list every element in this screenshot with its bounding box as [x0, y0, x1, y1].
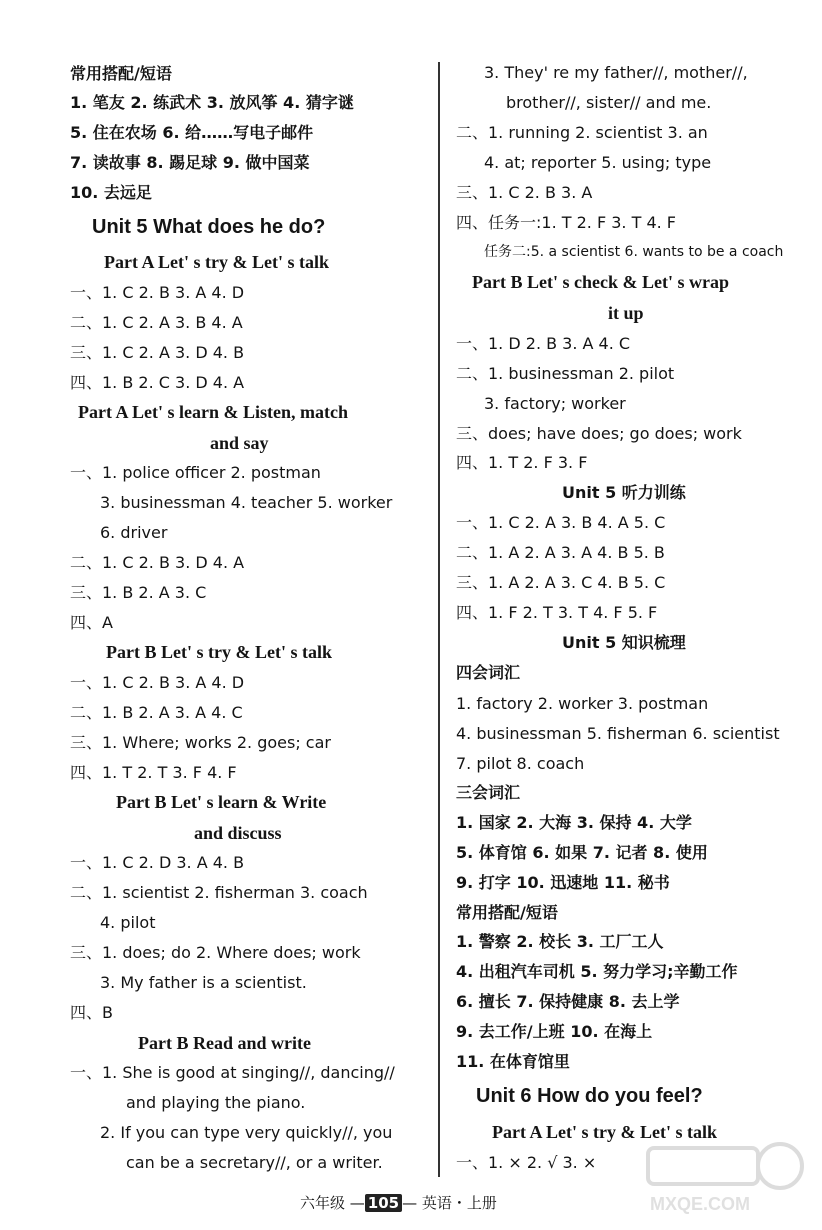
answer-line: 四、B — [70, 1003, 113, 1022]
part-heading: Part B Let' s learn & Write — [116, 792, 327, 812]
answer-line: 四、1. T 2. F 3. F — [456, 453, 588, 472]
answer-line: 四、A — [70, 613, 113, 632]
answer-line: 四、1. B 2. C 3. D 4. A — [70, 373, 245, 392]
answer-line: 1. 国家 2. 大海 3. 保持 4. 大学 — [456, 813, 692, 832]
answer-line: 5. 体育馆 6. 如果 7. 记者 8. 使用 — [456, 843, 708, 862]
answer-line: 9. 去工作/上班 10. 在海上 — [456, 1022, 653, 1041]
answer-line: 11. 在体育馆里 — [456, 1052, 570, 1071]
answer-line: 二、1. scientist 2. fisherman 3. coach — [70, 883, 368, 902]
answer-line: 6. driver — [100, 523, 168, 542]
answer-line: 4. businessman 5. fisherman 6. scientist — [456, 724, 780, 743]
answer-line: 四、任务一:1. T 2. F 3. T 4. F — [456, 213, 677, 232]
answer-line: 4. 出租汽车司机 5. 努力学习;辛勤工作 — [456, 962, 738, 981]
answer-line: 4. at; reporter 5. using; type — [484, 153, 712, 172]
footer-grade: 六年级 — [300, 1194, 346, 1212]
answer-line: 一、1. C 2. D 3. A 4. B — [70, 853, 245, 872]
answer-line: 3. businessman 4. teacher 5. worker — [100, 493, 393, 512]
part-heading-cont: it up — [608, 303, 644, 323]
text-line: 10. 去远足 — [70, 183, 152, 202]
unit-heading: Unit 6 How do you feel? — [476, 1085, 703, 1107]
phrases-heading: 常用搭配/短语 — [456, 903, 558, 922]
answer-line: 一、1. police officer 2. postman — [70, 463, 321, 482]
answer-line: 四、1. T 2. T 3. F 4. F — [70, 763, 237, 782]
answer-line: 二、1. businessman 2. pilot — [456, 364, 675, 383]
answer-line: 二、1. C 2. B 3. D 4. A — [70, 553, 245, 572]
unit-heading: Unit 5 What does he do? — [92, 216, 326, 238]
vocab-heading: 四会词汇 — [456, 663, 521, 682]
part-heading: Part B Read and write — [138, 1033, 311, 1053]
text-line: 1. 笔友 2. 练武术 3. 放风筝 4. 猜字谜 — [70, 93, 354, 112]
answer-line: 二、1. running 2. scientist 3. an — [456, 123, 708, 142]
answer-line: 一、1. × 2. √ 3. × — [456, 1153, 597, 1172]
answer-line: 一、1. C 2. A 3. B 4. A 5. C — [456, 513, 666, 532]
part-heading: Part A Let' s learn & Listen, match — [78, 402, 348, 422]
answer-line: 一、1. D 2. B 3. A 4. C — [456, 334, 631, 353]
watermark-icon — [640, 1140, 810, 1194]
answer-line: 二、1. A 2. A 3. A 4. B 5. B — [456, 543, 665, 562]
footer-dash: — — [402, 1194, 422, 1212]
part-heading-cont: and discuss — [194, 823, 282, 843]
answer-line: and playing the piano. — [126, 1093, 306, 1112]
answer-line: brother//, sister// and me. — [506, 93, 712, 112]
answer-line: 三、does; have does; go does; work — [456, 424, 742, 443]
answer-line: 1. 警察 2. 校长 3. 工厂工人 — [456, 932, 664, 951]
footer-dash: — — [349, 1194, 365, 1212]
answer-line: can be a secretary//, or a writer. — [126, 1153, 383, 1172]
part-heading: Part A Let' s try & Let' s talk — [492, 1122, 717, 1142]
section-heading: Unit 5 知识梳理 — [562, 633, 686, 652]
footer-subject: 英语・上册 — [421, 1194, 497, 1212]
answer-line: 2. If you can type very quickly//, you — [100, 1123, 393, 1142]
answer-line: 一、1. C 2. B 3. A 4. D — [70, 673, 245, 692]
answer-line: 三、1. does; do 2. Where does; work — [70, 943, 361, 962]
part-heading: Part B Let' s try & Let' s talk — [106, 642, 332, 662]
answer-line: 3. My father is a scientist. — [100, 973, 307, 992]
vocab-heading: 三会词汇 — [456, 783, 521, 802]
phrases-heading: 常用搭配/短语 — [70, 64, 172, 83]
answer-line: 3. factory; worker — [484, 394, 626, 413]
answer-line: 二、1. C 2. A 3. B 4. A — [70, 313, 243, 332]
answer-line: 一、1. She is good at singing//, dancing// — [70, 1063, 395, 1082]
answer-line: 二、1. B 2. A 3. A 4. C — [70, 703, 243, 722]
answer-line: 9. 打字 10. 迅速地 11. 秘书 — [456, 873, 670, 892]
answer-line: 6. 擅长 7. 保持健康 8. 去上学 — [456, 992, 680, 1011]
page-number: 105 — [365, 1194, 402, 1212]
text-line: 7. 读故事 8. 踢足球 9. 做中国菜 — [70, 153, 310, 172]
watermark-logo — [640, 1140, 810, 1220]
answer-line: 三、1. B 2. A 3. C — [70, 583, 207, 602]
answer-line: 4. pilot — [100, 913, 156, 932]
answer-line: 3. They' re my father//, mother//, — [484, 63, 748, 82]
answer-line: 1. factory 2. worker 3. postman — [456, 694, 709, 713]
answer-line: 三、1. Where; works 2. goes; car — [70, 733, 331, 752]
part-heading: Part A Let' s try & Let' s talk — [104, 252, 329, 272]
part-heading-cont: and say — [210, 433, 269, 453]
answer-line: 三、1. C 2. A 3. D 4. B — [70, 343, 245, 362]
answer-line: 四、1. F 2. T 3. T 4. F 5. F — [456, 603, 658, 622]
answer-line: 三、1. C 2. B 3. A — [456, 183, 593, 202]
watermark-text: MXQE.COM — [650, 1194, 751, 1214]
answer-line: 7. pilot 8. coach — [456, 754, 585, 773]
part-heading: Part B Let' s check & Let' s wrap — [472, 272, 729, 292]
column-divider — [438, 62, 440, 1177]
text-line: 5. 住在农场 6. 给……写电子邮件 — [70, 123, 314, 142]
section-heading: Unit 5 听力训练 — [562, 483, 686, 502]
page-footer — [300, 1192, 497, 1213]
answer-line: 三、1. A 2. A 3. C 4. B 5. C — [456, 573, 666, 592]
answer-line: 一、1. C 2. B 3. A 4. D — [70, 283, 245, 302]
answer-line: 任务二:5. a scientist 6. wants to be a coach — [484, 244, 784, 260]
